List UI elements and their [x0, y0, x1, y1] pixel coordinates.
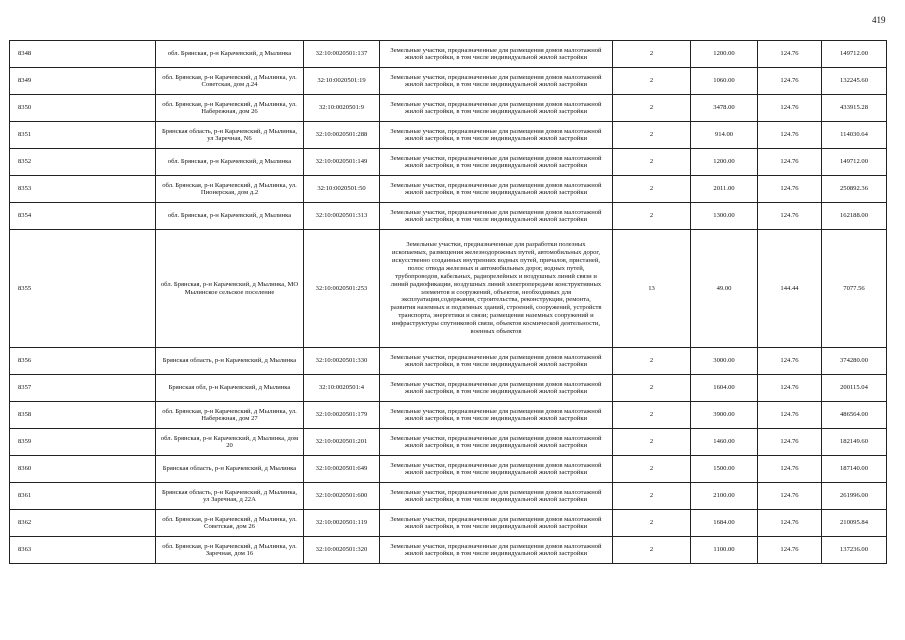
rate-cell: 124.76: [758, 176, 822, 203]
address-cell: Брянская обл, р-н Карачевский, д Мылинка: [156, 375, 304, 402]
address-cell: обл. Брянская, р-н Карачевский, д Мылинка, ул. Пионерская, дом д.2: [156, 176, 304, 203]
row-number-cell: 8356: [10, 348, 156, 375]
land-use-cell: Земельные участки, предназначенные для размещения домов малоэтажной жилой застройки, в том числе индивидуальной жилой застройки: [380, 375, 613, 402]
row-number-cell: 8348: [10, 41, 156, 68]
land-use-cell: Земельные участки, предназначенные для размещения домов малоэтажной жилой застройки, в том числе индивидуальной жилой застройки: [380, 176, 613, 203]
land-use-cell: Земельные участки, предназначенные для размещения домов малоэтажной жилой застройки, в том числе индивидуальной жилой застройки: [380, 348, 613, 375]
cadastral-number-cell: 32:10:0020501:19: [304, 68, 380, 95]
cadastral-number-cell: 32:10:0020501:119: [304, 510, 380, 537]
group-code-cell: 2: [613, 95, 691, 122]
row-number-cell: 8349: [10, 68, 156, 95]
row-number-cell: 8352: [10, 149, 156, 176]
address-cell: Брянская область, р-н Карачевский, д Мылинка: [156, 456, 304, 483]
area-cell: 3478.00: [691, 95, 758, 122]
address-cell: обл. Брянская, р-н Карачевский, д Мылинка, ул. Советская, дом 26: [156, 510, 304, 537]
cadastral-value-cell: 149712.00: [822, 149, 887, 176]
rate-cell: 124.76: [758, 95, 822, 122]
cadastral-value-cell: 200115.04: [822, 375, 887, 402]
area-cell: 49.00: [691, 230, 758, 348]
table-row: [10, 176, 887, 203]
address-cell: обл. Брянская, р-н Карачевский, д Мылинка, МО Мылинское сельское поселение: [156, 230, 304, 348]
cadastral-value-cell: 187140.00: [822, 456, 887, 483]
cadastral-number-cell: 32:10:0020501:330: [304, 348, 380, 375]
area-cell: 914.00: [691, 122, 758, 149]
cadastral-number-cell: 32:10:0020501:9: [304, 95, 380, 122]
cadastral-value-cell: 433915.28: [822, 95, 887, 122]
cadastral-number-cell: 32:10:0020501:149: [304, 149, 380, 176]
row-number-cell: 8350: [10, 95, 156, 122]
cadastral-value-cell: 210095.84: [822, 510, 887, 537]
cadastral-value-cell: 149712.00: [822, 41, 887, 68]
address-cell: обл. Брянская, р-н Карачевский, д Мылинка, дом 20: [156, 429, 304, 456]
land-use-cell: Земельные участки, предназначенные для размещения домов малоэтажной жилой застройки, в том числе индивидуальной жилой застройки: [380, 95, 613, 122]
cadastral-value-cell: 374280.00: [822, 348, 887, 375]
area-cell: 1200.00: [691, 149, 758, 176]
rate-cell: 124.76: [758, 122, 822, 149]
land-use-cell: Земельные участки, предназначенные для размещения домов малоэтажной жилой застройки, в том числе индивидуальной жилой застройки: [380, 483, 613, 510]
rate-cell: 124.76: [758, 402, 822, 429]
row-number-cell: 8354: [10, 203, 156, 230]
address-cell: Брянская область, р-н Карачевский, д Мылинка: [156, 348, 304, 375]
page-number: 419: [872, 15, 886, 25]
cadastral-number-cell: 32:10:0020501:600: [304, 483, 380, 510]
land-use-cell: Земельные участки, предназначенные для размещения домов малоэтажной жилой застройки, в том числе индивидуальной жилой застройки: [380, 510, 613, 537]
rate-cell: 124.76: [758, 483, 822, 510]
address-cell: обл. Брянская, р-н Карачевский, д Мылинка, ул. Заречная, дом 16: [156, 537, 304, 564]
rate-cell: 124.76: [758, 41, 822, 68]
cadastral-number-cell: 32:10:0020501:137: [304, 41, 380, 68]
rate-cell: 124.76: [758, 429, 822, 456]
row-number-cell: 8357: [10, 375, 156, 402]
cadastral-value-cell: 137236.00: [822, 537, 887, 564]
row-number-cell: 8355: [10, 230, 156, 348]
table-row: [10, 402, 887, 429]
table-row: [10, 68, 887, 95]
table-row: [10, 510, 887, 537]
address-cell: обл. Брянская, р-н Карачевский, д Мылинка, ул. Набережная, дом 27: [156, 402, 304, 429]
area-cell: 1604.00: [691, 375, 758, 402]
cadastral-value-cell: 261996.00: [822, 483, 887, 510]
cadastral-value-cell: 162188.00: [822, 203, 887, 230]
group-code-cell: 2: [613, 375, 691, 402]
cadastral-number-cell: 32:10:0020501:253: [304, 230, 380, 348]
land-use-cell: Земельные участки, предназначенные для размещения домов малоэтажной жилой застройки, в том числе индивидуальной жилой застройки: [380, 429, 613, 456]
cadastral-value-cell: 7077.56: [822, 230, 887, 348]
rate-cell: 144.44: [758, 230, 822, 348]
group-code-cell: 2: [613, 176, 691, 203]
group-code-cell: 2: [613, 510, 691, 537]
land-use-cell: Земельные участки, предназначенные для размещения домов малоэтажной жилой застройки, в том числе индивидуальной жилой застройки: [380, 203, 613, 230]
land-use-cell: Земельные участки, предназначенные для размещения домов малоэтажной жилой застройки, в том числе индивидуальной жилой застройки: [380, 537, 613, 564]
rate-cell: 124.76: [758, 510, 822, 537]
group-code-cell: 2: [613, 456, 691, 483]
group-code-cell: 2: [613, 203, 691, 230]
table-row: [10, 122, 887, 149]
address-cell: Брянская область, р-н Карачевский, д Мылинка, ул Заречная, N6: [156, 122, 304, 149]
group-code-cell: 2: [613, 122, 691, 149]
area-cell: 2100.00: [691, 483, 758, 510]
area-cell: 1300.00: [691, 203, 758, 230]
row-number-cell: 8351: [10, 122, 156, 149]
land-use-cell: Земельные участки, предназначенные для размещения домов малоэтажной жилой застройки, в том числе индивидуальной жилой застройки: [380, 149, 613, 176]
address-cell: Брянская область, р-н Карачевский, д Мылинка, ул Заречная, д 22А: [156, 483, 304, 510]
table-row: [10, 348, 887, 375]
row-number-cell: 8360: [10, 456, 156, 483]
table-row: [10, 483, 887, 510]
area-cell: 1460.00: [691, 429, 758, 456]
cadastral-number-cell: 32:10:0020501:320: [304, 537, 380, 564]
group-code-cell: 13: [613, 230, 691, 348]
table-row: [10, 230, 887, 348]
group-code-cell: 2: [613, 537, 691, 564]
address-cell: обл. Брянская, р-н Карачевский, д Мылинка: [156, 41, 304, 68]
group-code-cell: 2: [613, 41, 691, 68]
group-code-cell: 2: [613, 402, 691, 429]
table-row: [10, 456, 887, 483]
land-use-cell: Земельные участки, предназначенные для размещения домов малоэтажной жилой застройки, в том числе индивидуальной жилой застройки: [380, 41, 613, 68]
table-row: [10, 95, 887, 122]
table-row: [10, 41, 887, 68]
cadastral-number-cell: 32:10:0020501:4: [304, 375, 380, 402]
area-cell: 1684.00: [691, 510, 758, 537]
area-cell: 1060.00: [691, 68, 758, 95]
table-row: [10, 537, 887, 564]
area-cell: 1100.00: [691, 537, 758, 564]
land-use-cell: Земельные участки, предназначенные для размещения домов малоэтажной жилой застройки, в том числе индивидуальной жилой застройки: [380, 456, 613, 483]
table-row: [10, 203, 887, 230]
land-use-cell: Земельные участки, предназначенные для размещения домов малоэтажной жилой застройки, в том числе индивидуальной жилой застройки: [380, 122, 613, 149]
area-cell: 3000.00: [691, 348, 758, 375]
cadastral-number-cell: 32:10:0020501:50: [304, 176, 380, 203]
cadastral-number-cell: 32:10:0020501:201: [304, 429, 380, 456]
address-cell: обл. Брянская, р-н Карачевский, д Мылинка: [156, 203, 304, 230]
cadastral-number-cell: 32:10:0020501:288: [304, 122, 380, 149]
land-use-cell: Земельные участки, предназначенные для размещения домов малоэтажной жилой застройки, в том числе индивидуальной жилой застройки: [380, 402, 613, 429]
cadastral-value-cell: 114030.64: [822, 122, 887, 149]
row-number-cell: 8362: [10, 510, 156, 537]
group-code-cell: 2: [613, 483, 691, 510]
cadastral-number-cell: 32:10:0020501:313: [304, 203, 380, 230]
cadastral-number-cell: 32:10:0020501:649: [304, 456, 380, 483]
row-number-cell: 8363: [10, 537, 156, 564]
table-row: [10, 375, 887, 402]
cadastral-value-cell: 182149.60: [822, 429, 887, 456]
rate-cell: 124.76: [758, 375, 822, 402]
land-use-cell: Земельные участки, предназначенные для размещения домов малоэтажной жилой застройки, в том числе индивидуальной жилой застройки: [380, 68, 613, 95]
rate-cell: 124.76: [758, 149, 822, 176]
table-row: [10, 429, 887, 456]
area-cell: 1500.00: [691, 456, 758, 483]
rate-cell: 124.76: [758, 537, 822, 564]
area-cell: 1200.00: [691, 41, 758, 68]
rate-cell: 124.76: [758, 68, 822, 95]
land-use-cell: Земельные участки, предназначенные для разработки полезных ископаемых, размещения железнодорожных путей, автомобильных дорог, искусственно созданных внутренних водных путей, причалов, пристаней, полос отвода железных и автомобильных дорог, водных путей, трубопроводов, кабельных, радиорелейных и воздушных линий связи и линий радиофикации, воздушных линий электропередачи конструктивных элементов и сооружений, объектов, необходимых для эксплуатации,содержания, строительства, реконструкции, ремонта, развития наземных и подземных зданий, строений, сооружений, устройств транспорта, энергетики и связи; размещения наземных сооружений и инфраструктуры спутниковой связи, объектов космической деятельности, военных объектов: [380, 230, 613, 348]
table-row: [10, 149, 887, 176]
group-code-cell: 2: [613, 429, 691, 456]
group-code-cell: 2: [613, 149, 691, 176]
row-number-cell: 8359: [10, 429, 156, 456]
cadastral-value-cell: 132245.60: [822, 68, 887, 95]
address-cell: обл. Брянская, р-н Карачевский, д Мылинка: [156, 149, 304, 176]
cadastral-value-cell: 486564.00: [822, 402, 887, 429]
cadastral-number-cell: 32:10:0020501:179: [304, 402, 380, 429]
address-cell: обл. Брянская, р-н Карачевский, д Мылинка, ул. Советская, дом д.24: [156, 68, 304, 95]
area-cell: 3900.00: [691, 402, 758, 429]
group-code-cell: 2: [613, 68, 691, 95]
cadastral-value-cell: 250892.36: [822, 176, 887, 203]
address-cell: обл. Брянская, р-н Карачевский, д Мылинка, ул. Набережная, дом 26: [156, 95, 304, 122]
row-number-cell: 8358: [10, 402, 156, 429]
row-number-cell: 8353: [10, 176, 156, 203]
group-code-cell: 2: [613, 348, 691, 375]
rate-cell: 124.76: [758, 456, 822, 483]
rate-cell: 124.76: [758, 348, 822, 375]
land-registry-table: [9, 40, 887, 564]
area-cell: 2011.00: [691, 176, 758, 203]
row-number-cell: 8361: [10, 483, 156, 510]
rate-cell: 124.76: [758, 203, 822, 230]
